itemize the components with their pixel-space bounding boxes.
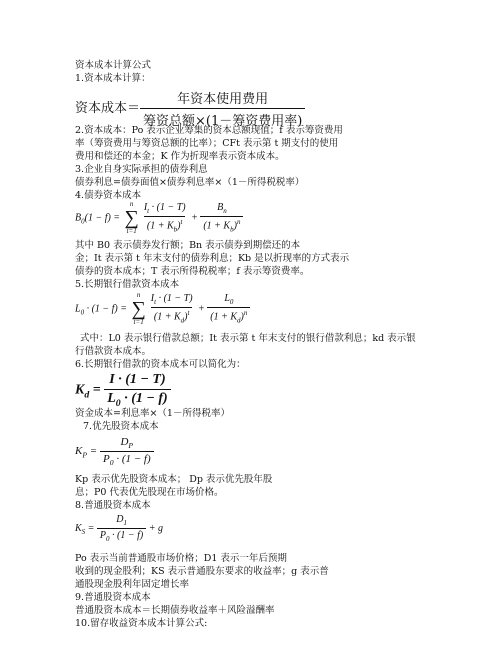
section-8-heading: 8.普通股资本成本 [75,500,151,511]
paragraph-line: 资金成本=利息率×（1－所得税率） [75,408,230,419]
doc-title: 资本成本计算公式 [75,60,152,71]
section-5-heading: 5.长期银行借款资本成本 [75,279,180,290]
formula-capital-cost [75,88,305,129]
formula-common-stock-cost: $K_S$ = $\frac{D_1}{P_0 \cdot (1 - f)}$ + g [75,514,163,543]
section-4-heading: 4.债券资本成本 [75,190,142,201]
section-10-heading: 10.留存收益资本成本计算公式: [75,618,208,629]
section-6-heading: 6.长期银行借款的资本成本可以简化为： [75,359,246,370]
paragraph-line: 债券利息=债券面值×债券利息率×（1－所得税税率） [75,177,305,188]
paragraph-line: 率（筹资费用与筹资总额的比率）；CFt 表示第 t 期支付的使用 [75,138,339,149]
formula-bond-cost: $B_0(1 - f)$ = n ∑ t=1 $\frac{I_t \cdot (1 - T)}{(1 + K_b)^t}$ + $\frac{B_n}{(1 + K_b)^n}$ [75,201,243,235]
paragraph-line: Kp 表示优先股资本成本； Dp 表示优先股年股 [75,474,273,485]
paragraph-line: Po 表示当前普通股市场价格；D1 表示一年后预期 [75,553,287,564]
formula-1-numerator: 年资本使用费用 [177,92,269,107]
paragraph-line: 普通股资本成本＝长期债券收益率＋风险溢酬率 [75,605,275,616]
formula-1-denominator: 筹资总额×(1－筹资费用率) [140,108,305,129]
formula-loan-cost-simplified: $K_d$ = $\frac{I \cdot (1 - T)}{L_0 \cdot (1 - f)}$ [75,372,171,409]
paragraph-line: 其中 B0 表示债券发行额；Bn 表示债券到期偿还的本 [75,240,301,251]
section-9-heading: 9.普通股资本成本 [75,592,151,603]
paragraph-line: 2.资本成本：Po 表示企业筹集的资本总额现值；f 表示筹资费用 [75,125,343,136]
paragraph-line: 式中：L0 表示银行借款总额；It 表示第 t 年末支付的银行借款利息；kd 表示银 [80,333,416,344]
formula-preferred-stock-cost: $K_P$ = $\frac{D_P}{P_0 \cdot (1 - f)}$ [75,436,154,467]
paragraph-line: 行借款资本成本。 [75,346,152,357]
paragraph-line: 通股现金股利年固定增长率 [75,579,190,590]
paragraph-line: 费用和偿还的本金；K 作为折现率表示资本成本。 [75,151,285,162]
paragraph-line: 收到的现金股利；KS 表示普通股东要求的收益率；g 表示普 [75,566,329,577]
section-3-heading: 3.企业自身实际承担的债券利息 [75,164,208,175]
paragraph-line: 债券的资本成本；T 表示所得税税率；f 表示筹资费率。 [75,266,310,277]
section-7-heading: 7.优先股资本成本 [83,421,159,432]
paragraph-line: 息；P0 代表优先股现在市场价格。 [75,487,224,498]
paragraph-line: 金；It 表示第 t 年末支付的债券利息；Kb 是以折现率的方式表示 [75,253,350,264]
section-1-heading: 1.资本成本计算： [75,73,151,84]
formula-1-lhs: 资本成本＝ [75,101,141,116]
formula-loan-cost: $L_0 \cdot (1 - f)$ = n ∑ t=1 $\frac{I_t \cdot (1 - T)}{(1 + K_d)^t}$ + $\frac{L_0}{(1 + K_d)^n}$ [75,292,250,326]
